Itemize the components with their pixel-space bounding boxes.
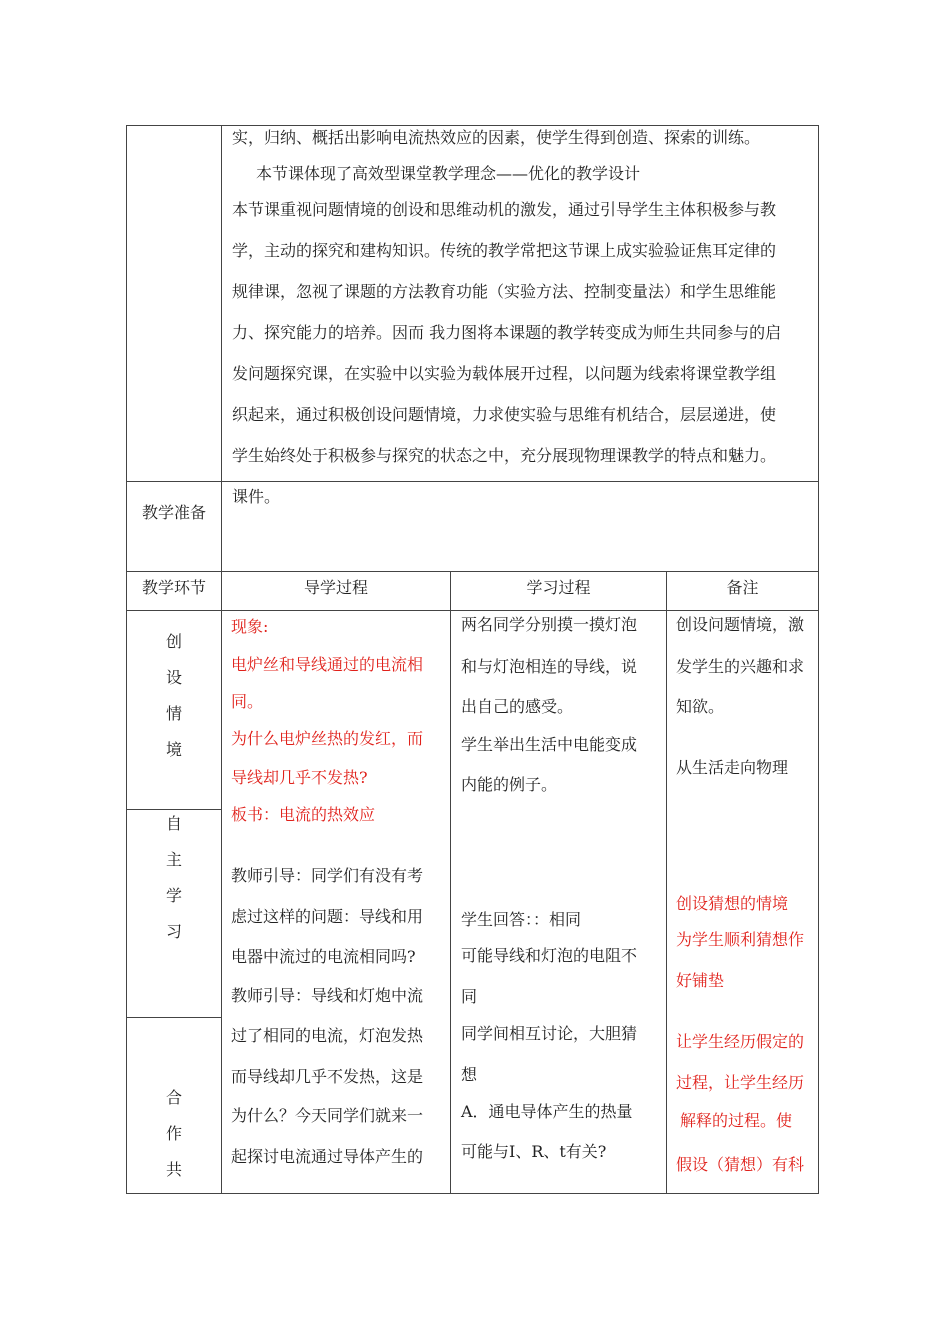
- guide-line-6: 板书：电流的热效应: [231, 805, 376, 824]
- header-guide: 导学过程: [303, 578, 368, 597]
- table-border-row2: [126, 571, 819, 572]
- guide-line-10: 教师引导：导线和灯炮中流: [231, 986, 424, 1005]
- guide-line-1: 现象:: [231, 617, 269, 636]
- stage2-char-1: 自: [165, 814, 182, 833]
- note-line-4: 从生活走向物理: [676, 758, 789, 777]
- stage-divider-1: [126, 809, 221, 810]
- note-line-5: 创设猜想的情境: [676, 894, 789, 913]
- guide-line-9: 电器中流过的电流相同吗?: [231, 947, 416, 966]
- guide-line-2: 电炉丝和导线通过的电流相: [231, 655, 424, 674]
- guide-line-7: 教师引导：同学们有没有考: [231, 866, 424, 885]
- stage2-char-3: 学: [165, 886, 182, 905]
- stage1-char-2: 设: [165, 668, 182, 687]
- learn-line-5: 内能的例子。: [461, 775, 558, 794]
- learn-line-3: 出自己的感受。: [461, 697, 574, 716]
- guide-line-14: 起探讨电流通过导体产生的: [231, 1147, 424, 1166]
- guide-line-4: 为什么电炉丝热的发红，而: [231, 729, 424, 748]
- stage1-char-3: 情: [165, 704, 182, 723]
- stage2-char-2: 主: [165, 850, 182, 869]
- note-line-8: 让学生经历假定的: [676, 1032, 805, 1051]
- learn-line-7: 可能导线和灯泡的电阻不: [461, 946, 638, 965]
- guide-line-11: 过了相同的电流，灯泡发热: [231, 1026, 424, 1045]
- note-line-2: 发学生的兴趣和求: [676, 657, 805, 676]
- guide-line-8: 虑过这样的问题：导线和用: [231, 907, 424, 926]
- header-stage: 教学环节: [141, 578, 206, 597]
- top-line-7: 发问题探究课，在实验中以实验为载体展开过程，以问题为线索将课堂教学组: [232, 364, 777, 383]
- learn-line-11: A．通电导体产生的热量: [461, 1102, 633, 1121]
- table-border-left: [126, 125, 127, 1194]
- learn-line-4: 学生举出生活中电能变成: [461, 735, 638, 754]
- table-col-divider-2: [450, 571, 451, 1194]
- prep-value: 课件。: [232, 487, 281, 506]
- table-col-divider-1: [221, 125, 222, 1194]
- guide-line-5: 导线却几乎不发热?: [231, 768, 368, 787]
- table-border-row1: [126, 481, 819, 482]
- table-border-right: [818, 125, 819, 1194]
- note-line-3: 知欲。: [676, 697, 725, 716]
- learn-line-1: 两名同学分别摸一摸灯泡: [461, 615, 638, 634]
- learn-line-6: 学生回答：：相同: [461, 910, 582, 929]
- learn-line-2: 和与灯泡相连的导线，说: [461, 657, 638, 676]
- top-line-1: 实，归纳、概括出影响电流热效应的因素，使学生得到创造、探索的训练。: [232, 128, 761, 147]
- top-line-8: 织起来，通过积极创设问题情境，力求使实验与思维有机结合，层层递进，使: [232, 405, 777, 424]
- stage1-char-4: 境: [165, 740, 182, 759]
- header-learn: 学习过程: [526, 578, 591, 597]
- learn-line-10: 想: [461, 1065, 478, 1084]
- note-line-6: 为学生顺利猜想作: [676, 930, 805, 949]
- top-line-2: 本节课体现了高效型课堂教学理念——优化的教学设计: [256, 164, 641, 183]
- note-line-1: 创设问题情境，激: [676, 615, 805, 634]
- stage3-char-1: 合: [165, 1088, 182, 1107]
- learn-line-12: 可能与I、R、t有关?: [461, 1142, 607, 1161]
- top-line-9: 学生始终处于积极参与探究的状态之中，充分展现物理课教学的特点和魅力。: [232, 446, 777, 465]
- stage3-char-2: 作: [165, 1124, 182, 1143]
- table-col-divider-3: [666, 571, 667, 1194]
- guide-line-13: 为什么？今天同学们就来一: [231, 1106, 424, 1125]
- note-line-9: 过程，让学生经历: [676, 1073, 805, 1092]
- note-line-10: 解释的过程。使: [680, 1111, 793, 1130]
- guide-line-3: 同。: [231, 692, 264, 711]
- top-line-4: 学，主动的探究和建构知识。传统的教学常把这节课上成实验验证焦耳定律的: [232, 241, 777, 260]
- prep-label: 教学准备: [141, 503, 206, 522]
- table-border-top: [126, 125, 819, 126]
- table-border-bottom: [126, 1193, 819, 1194]
- note-line-7: 好铺垫: [676, 971, 725, 990]
- learn-line-8: 同: [461, 987, 478, 1006]
- top-line-3: 本节课重视问题情境的创设和思维动机的激发，通过引导学生主体积极参与教: [232, 200, 777, 219]
- stage3-char-3: 共: [165, 1160, 182, 1179]
- guide-line-12: 而导线却几乎不发热，这是: [231, 1067, 424, 1086]
- top-line-5: 规律课，忽视了课题的方法教育功能（实验方法、控制变量法）和学生思维能: [232, 282, 777, 301]
- table-border-row3: [126, 610, 819, 611]
- stage2-char-4: 习: [165, 922, 182, 941]
- header-note: 备注: [726, 578, 759, 597]
- learn-line-9: 同学间相互讨论，大胆猜: [461, 1024, 638, 1043]
- stage-divider-2: [126, 1017, 221, 1018]
- note-line-11: 假设（猜想）有科: [676, 1155, 805, 1174]
- stage1-char-1: 创: [165, 632, 182, 651]
- top-line-6: 力、探究能力的培养。因而 我力图将本课题的教学转变成为师生共同参与的启: [232, 323, 782, 342]
